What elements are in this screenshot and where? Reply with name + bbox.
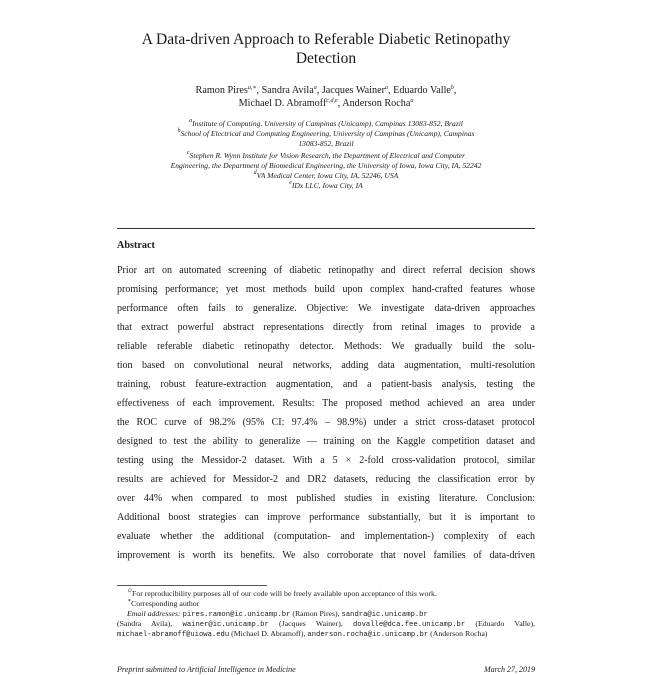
author-affil-mark: a (313, 85, 317, 91)
author: Sandra Avila (261, 85, 314, 96)
author-line-1 (0, 84, 652, 97)
email-link[interactable]: sandra@ic.unicamp.br (341, 611, 428, 619)
author-sep: , (453, 85, 457, 96)
paper-title-line-2: Detection (295, 50, 357, 67)
abstract-line: tion based on convolutional neural networks, adding data augmentation, multi-resolution (117, 360, 535, 371)
abstract-line: evaluate whether the additional (computation- and implementation-) complexity of each (117, 531, 535, 542)
author-affil-mark: a,∗ (247, 85, 257, 91)
email-link[interactable]: dovalle@dca.fee.unicamp.br (352, 621, 466, 629)
footnote-corresponding: ∗Corresponding author (127, 598, 200, 608)
abstract-line: effectiveness of each improvement. Results: The proposed method achieved an area under (117, 398, 535, 409)
abstract-line: promising performance; yet most methods build upon complex hand-crafted features whose (117, 284, 535, 295)
abstract-line: testing using the Messidor-2 dataset. With a 5 × 2-fold cross-validation protocol, similar (117, 455, 535, 466)
abstract-line: designed to test the ability to generalize — training on the Kaggle competition dataset and (117, 436, 535, 447)
abstract-top-rule (117, 228, 535, 229)
affiliation: $^a$Institute of Computing, University of Campinas (Unicamp), Campinas 13083-852, Brazil (189, 118, 463, 128)
author: Anderson Rocha (342, 98, 411, 109)
author-sep: , (337, 98, 343, 109)
author: Jacques Wainer (321, 85, 386, 96)
abstract-line: performance often fails to generalize. Objective: We investigate data-driven approaches (117, 303, 535, 314)
author-affil-mark: a (410, 98, 414, 104)
footer-journal: Preprint submitted to Artificial Intelligence in Medicine (117, 665, 296, 674)
abstract-line: Additional boost strategies can improve performance substantially, but it is important to (117, 512, 535, 523)
author-sep: , (256, 85, 262, 96)
abstract-line: the ROC curve of 98.2% (95% CI: 97.4% – 98.9%) under a strict cross-dataset protocol (117, 417, 535, 428)
affiliation: $^b$School of Electrical and Computing Engineering, University of Campinas (Unicamp), Campinas (177, 128, 475, 138)
author-sep: , (388, 85, 394, 96)
footnote-emails-2: (Sandra Avila), wainer@ic.unicamp.br (Jacques Wainer), dovalle@dca.fee.unicamp.br (Eduardo Valle), (117, 619, 535, 629)
email-link[interactable]: wainer@ic.unicamp.br (182, 621, 269, 629)
author-affil-mark: a (385, 85, 389, 91)
author-sep: , (316, 85, 322, 96)
abstract-line: that extract powerful abstract representations directly from retinal images to provide a (117, 322, 535, 333)
author: Eduardo Valle (393, 85, 451, 96)
email-link[interactable]: anderson.rocha@ic.unicamp.br (307, 631, 429, 639)
footnote-emails-1: Email addresses: pires.ramon@ic.unicamp.br (Ramon Pires), sandra@ic.unicamp.br (127, 609, 428, 619)
author-line-2 (0, 97, 652, 110)
affiliation: $^d$VA Medical Center, Iowa City, IA, 52246, USA (253, 170, 399, 180)
affiliation: 13083-852, Brazil (298, 139, 354, 148)
affiliation: Engineering, the Department of Biomedical Engineering, the University of Iowa, Iowa City, IA, 52242 (170, 161, 482, 170)
abstract-line: Prior art on automated screening of diabetic retinopathy and direct referral decision shows (117, 265, 535, 276)
author-affil-mark: c,d,e (326, 98, 338, 104)
affiliation: $^c$Stephen R. Wynn Institute for Vision Research, the Department of Electrical and Computer (186, 150, 466, 160)
abstract-heading: Abstract (117, 240, 155, 251)
abstract-line: results are achieved for Messidor-2 and DR2 datasets, reducing the classification error by (117, 474, 535, 485)
abstract-line: over 44% when compared to most published studies in existing literature. Conclusion: (117, 493, 535, 504)
author: Michael D. Abramoff (238, 98, 327, 109)
author: Ramon Pires (195, 85, 248, 96)
email-link[interactable]: michael-abramoff@uiowa.edu (117, 631, 230, 639)
abstract-line: reliable referable diabetic retinopathy detector. Methods: We gradually build the solu- (117, 341, 535, 352)
affiliation: $^e$IDx LLC, Iowa City, IA (289, 180, 363, 190)
footnote-rule (117, 585, 267, 586)
footnote-reproducibility: ✩For reproducibility purposes all of our code will be freely available upon acceptance of this work. (127, 588, 437, 598)
email-label: Email addresses: (127, 609, 181, 618)
email-link[interactable]: pires.ramon@ic.unicamp.br (182, 611, 291, 619)
abstract-line: training, robust feature-extraction augmentation, and a patient-basis analysis, testing the (117, 379, 535, 390)
footnote-emails-3: michael-abramoff@uiowa.edu (Michael D. Abramoff), anderson.rocha@ic.unicamp.br (Anderson Rocha) (117, 629, 488, 639)
abstract-line: improvement is worth its benefits. We also corroborate that novel families of data-driven (117, 550, 535, 561)
footer-date: March 27, 2019 (483, 665, 535, 674)
paper-title-line-1: A Data-driven Approach to Referable Diabetic Retinopathy (141, 31, 511, 48)
author-affil-mark: b (450, 85, 454, 91)
